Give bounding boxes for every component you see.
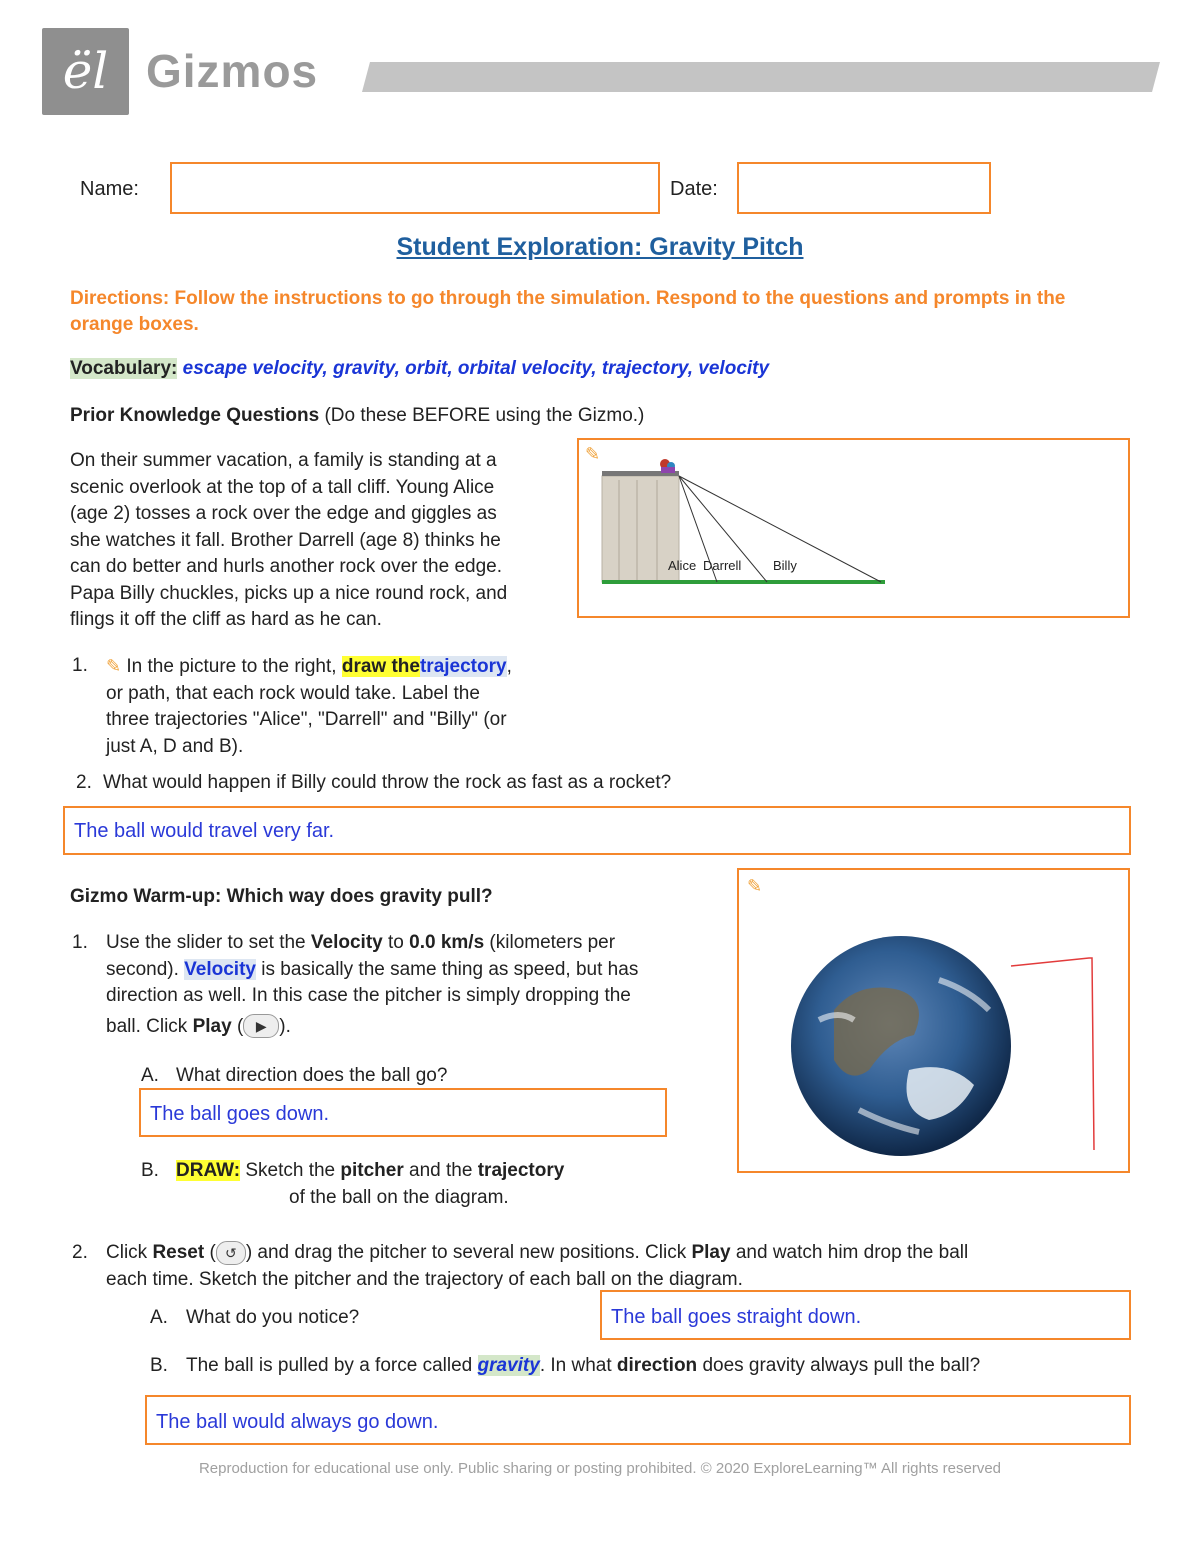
story-line: can do better and hurls another rock over the edge. <box>70 556 502 577</box>
prior-heading <box>70 403 644 430</box>
story-paragraph <box>70 448 570 634</box>
q2-answer-box[interactable] <box>63 806 1131 855</box>
s1a-answer[interactable]: The ball goes down. <box>150 1103 330 1125</box>
q2-text: What would happen if Billy could throw the rock as fast as a rocket? <box>103 772 672 793</box>
s1b-text: DRAW: Sketch the pitcher and the trajectory of the ball on the diagram. <box>176 1160 565 1208</box>
q2-number: 2. <box>76 772 92 793</box>
earth <box>791 936 1011 1156</box>
s2-number: 2. <box>72 1242 88 1263</box>
sketch-trajectory <box>1011 958 1094 1150</box>
s2b-text: The ball is pulled by a force called gravity. In what direction does gravity always pull the ball? <box>186 1355 981 1376</box>
header-stripe <box>362 62 1160 92</box>
pencil-icon: ✎ <box>585 444 601 464</box>
prior-heading-note: (Do these BEFORE using the Gizmo.) <box>324 405 645 426</box>
story-line: she watches it fall. Brother Darrell (age 8) thinks he <box>70 529 501 551</box>
billy-label: Billy <box>773 558 797 573</box>
s2-text: Click Reset ( ↺ ) and drag the pitcher to several new positions. Click Play and watch him drop the ball each time. Sketch the pitcher and the trajectory of each ball on the diagram. <box>106 1242 969 1290</box>
q2-answer[interactable]: The ball would travel very far. <box>74 820 335 842</box>
s2a-answer[interactable]: The ball goes straight down. <box>611 1306 862 1328</box>
pencil-icon: ✎ <box>747 876 763 896</box>
warmup-heading: Gizmo Warm-up: Which way does gravity pull? <box>70 886 493 907</box>
highlight-draw: DRAW: <box>176 1160 241 1181</box>
directions: Directions: Follow the instructions to go through the simulation. Respond to the questions and prompts in the orange boxes. <box>70 288 1066 335</box>
earth-drawing-box[interactable] <box>737 868 1130 1173</box>
s2a-answer-box[interactable] <box>600 1290 1131 1340</box>
vocabulary-terms: escape velocity, gravity, orbit, orbital velocity, trajectory, velocity <box>182 358 770 379</box>
story-line: On their summer vacation, a family is standing at a <box>70 450 497 471</box>
s1b-label: B. <box>141 1160 159 1181</box>
story-line: Papa Billy chuckles, picks up a nice round rock, and <box>70 582 508 604</box>
name-label: Name: <box>80 178 139 200</box>
q1-number: 1. <box>72 655 88 676</box>
highlight-draw: draw the <box>341 656 420 677</box>
s1-text: Use the slider to set the Velocity to 0.0 km/s (kilometers per second). Velocity is basically the same thing as speed, but has direction as well. In this case the pitcher is simply dropping the ball. Click Play ( ▶ ). <box>106 932 639 1037</box>
darrell-label: Darrell <box>703 558 742 573</box>
footer: Reproduction for educational use only. Public sharing or posting prohibited. © 2020 ExploreLearning™ All rights reserved <box>198 1460 1002 1477</box>
s2a-label: A. <box>150 1307 168 1328</box>
logo-mark: ël <box>62 42 109 100</box>
alice-label: Alice <box>668 558 697 573</box>
date-field[interactable] <box>737 162 991 214</box>
highlight-trajectory: trajectory <box>419 656 507 677</box>
s1a-question: What direction does the ball go? <box>176 1065 448 1086</box>
highlight-gravity: gravity <box>477 1355 540 1376</box>
name-field[interactable] <box>170 162 660 214</box>
vocabulary <box>70 358 769 380</box>
page-title: Student Exploration: Gravity Pitch <box>396 233 804 261</box>
story-line: flings it off the cliff as hard as he can. <box>70 609 382 630</box>
highlight-velocity: Velocity <box>184 958 256 980</box>
brand-name: Gizmos <box>146 45 319 97</box>
pencil-icon: ✎ <box>106 656 122 676</box>
s2b-answer-box[interactable] <box>145 1395 1131 1445</box>
earth-diagram <box>739 870 1128 1171</box>
q1-text: ✎ In the picture to the right, draw thetrajectory, or path, that each rock would take. Label the three trajectories "Alice", "Darrell" and "Billy" (or just A, D and B). <box>106 656 512 757</box>
s1-number: 1. <box>72 932 88 953</box>
prior-heading-title: Prior Knowledge Questions <box>70 405 320 426</box>
vocabulary-label: Vocabulary: <box>70 358 178 379</box>
cliff-drawing-box[interactable] <box>577 438 1130 618</box>
play-icon: ▶ <box>243 1014 279 1038</box>
s2b-label: B. <box>150 1355 168 1376</box>
cliff-diagram <box>579 440 1128 616</box>
story-line: (age 2) tosses a rock over the edge and giggles as <box>70 503 497 524</box>
reset-icon: ↺ <box>216 1241 246 1265</box>
date-label: Date: <box>670 178 718 200</box>
story-line: scenic overlook at the top of a tall cliff. Young Alice <box>70 476 495 498</box>
s2a-question: What do you notice? <box>186 1307 360 1328</box>
s2b-answer[interactable]: The ball would always go down. <box>156 1411 439 1433</box>
s1a-label: A. <box>141 1065 159 1086</box>
s1a-answer-box[interactable] <box>139 1088 667 1137</box>
